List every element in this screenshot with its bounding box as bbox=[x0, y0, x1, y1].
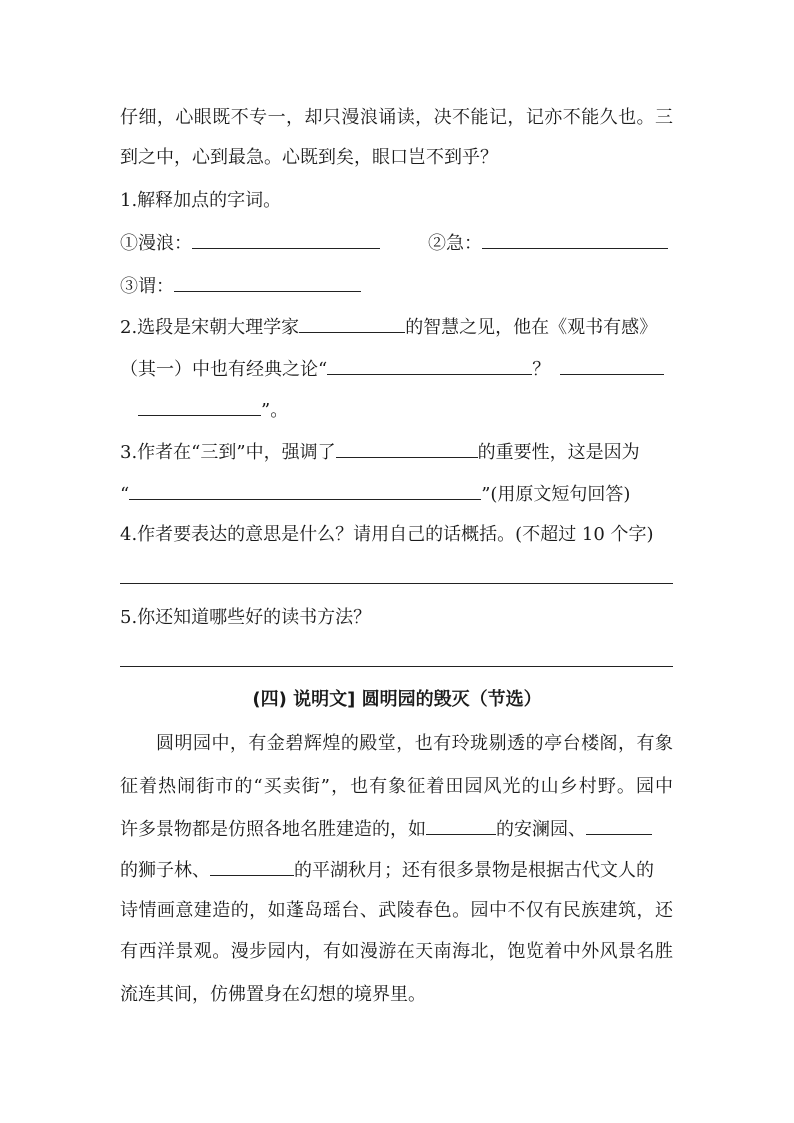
article-line-5: 诗情画意建造的，如蓬岛瑶台、武陵春色。园中不仅有民族建筑，还 bbox=[120, 900, 673, 921]
question-2-line-1: 2.选段是宋朝大理学家 的智慧之见，他在《观书有感》 bbox=[120, 314, 657, 340]
passage-line-1: 仔细，心眼既不专一，却只漫浪诵读，决不能记，记亦不能久也。三 bbox=[120, 107, 673, 128]
blank-quote-1[interactable] bbox=[327, 356, 532, 375]
item-b-label: ②急： bbox=[428, 233, 482, 254]
question-3-line-2: “ ”(用原文短句回答) bbox=[120, 481, 630, 507]
question-1-item-b bbox=[428, 230, 668, 256]
question-2-line-3: ”。 bbox=[138, 397, 288, 423]
article-line-1: 圆明园中，有金碧辉煌的殿堂，也有玲珑剔透的亭台楼阁，有象 bbox=[156, 733, 673, 754]
question-3-line-1: 3.作者在“三到”中，强调了 的重要性，这是因为 bbox=[120, 439, 640, 465]
article-line-2: 征着热闹街市的“买卖街”，也有象征着田园风光的山乡村野。园中 bbox=[120, 776, 673, 797]
blank-emphasis[interactable] bbox=[336, 439, 478, 458]
answer-line-4[interactable] bbox=[120, 583, 673, 584]
blank-shizilin[interactable] bbox=[586, 816, 652, 835]
question-5-label: 5.你还知道哪些好的读书方法？ bbox=[120, 607, 372, 628]
question-1-label: 1.解释加点的字词。 bbox=[120, 190, 282, 211]
blank-pinghu[interactable] bbox=[210, 857, 294, 876]
blank-reason[interactable] bbox=[129, 481, 481, 500]
blank-scholar[interactable] bbox=[299, 314, 405, 333]
passage-line-2: 到之中，心到最急。心既到矣，眼口岂不到乎？ bbox=[120, 147, 498, 168]
item-a-label: ①漫浪： bbox=[120, 233, 192, 254]
blank-quote-2[interactable] bbox=[560, 356, 664, 375]
question-4-label: 4.作者要表达的意思是什么？请用自己的话概括。(不超过 10 个字) bbox=[120, 524, 654, 545]
article-line-3: 许多景物都是仿照各地名胜建造的，如 的安澜园、 bbox=[120, 816, 652, 842]
article-line-7: 流连其间，仿佛置身在幻想的境界里。 bbox=[120, 984, 426, 1005]
answer-line-5[interactable] bbox=[120, 666, 673, 667]
blank-ji[interactable] bbox=[482, 230, 668, 249]
article-line-4: 的狮子林、 的平湖秋月；还有很多景物是根据古代文人的 bbox=[120, 857, 654, 883]
article-line-6: 有西洋景观。漫步园内，有如漫游在天南海北，饱览着中外风景名胜 bbox=[120, 941, 673, 962]
blank-quote-3[interactable] bbox=[138, 397, 261, 416]
blank-anlanyuan[interactable] bbox=[426, 816, 496, 835]
question-1-item-a bbox=[120, 230, 380, 256]
blank-wei[interactable] bbox=[174, 273, 361, 292]
section-title: (四) 说明文] 圆明园的毁灭（节选） bbox=[252, 689, 542, 710]
item-c-label: ③谓： bbox=[120, 276, 174, 297]
question-1-item-c bbox=[120, 273, 361, 299]
question-2-line-2: （其一）中也有经典之论“ ？ bbox=[120, 356, 664, 382]
blank-manlang[interactable] bbox=[192, 230, 380, 249]
